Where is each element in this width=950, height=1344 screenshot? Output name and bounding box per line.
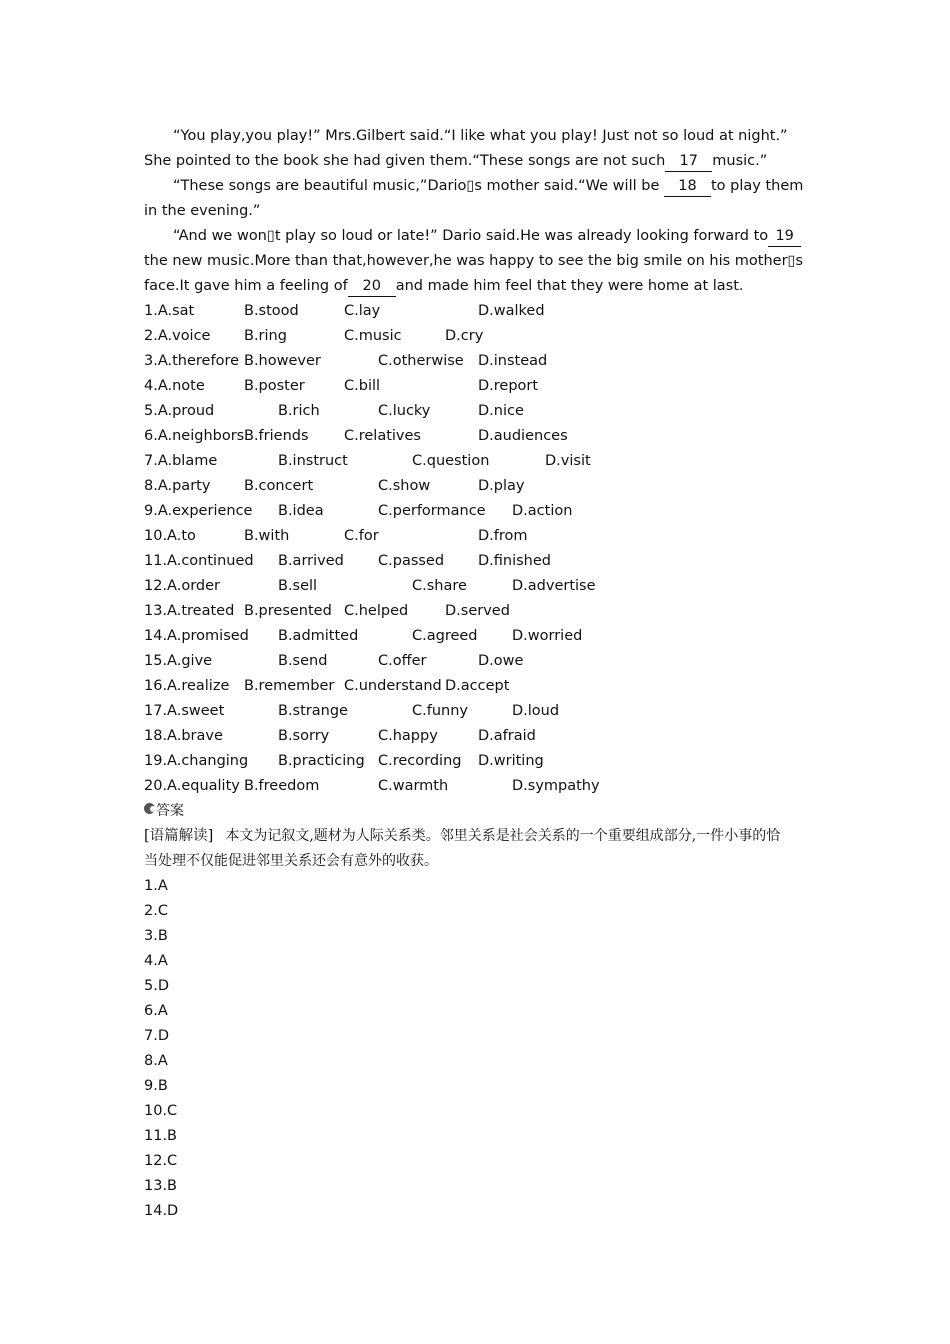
answer-key: 4.A <box>144 953 168 969</box>
answer-key: 1.A <box>144 878 168 894</box>
option-a: 20.A.equality <box>144 778 240 794</box>
options-list <box>144 299 804 799</box>
option-c: C.passed <box>378 553 445 569</box>
option-row <box>144 499 804 524</box>
option-row <box>144 674 804 699</box>
answer-key: 5.D <box>144 978 169 994</box>
option-d: D.from <box>478 528 528 544</box>
option-a: 18.A.brave <box>144 728 223 744</box>
option-b: B.concert <box>244 478 314 494</box>
option-b: B.practicing <box>278 753 365 769</box>
answer-key: 9.B <box>144 1078 168 1094</box>
passage-text: the new music.More than that,however,he was happy to see the big smile on his mother <box>144 253 788 269</box>
passage-line <box>144 224 804 249</box>
blank-18: 18 <box>664 177 711 197</box>
option-row <box>144 524 804 549</box>
option-c: C.show <box>378 478 431 494</box>
option-a: 6.A.neighbors <box>144 428 245 444</box>
option-c: C.for <box>344 528 379 544</box>
option-c: C.share <box>412 578 467 594</box>
option-b: B.sorry <box>278 728 330 744</box>
option-c: C.understand <box>344 678 442 694</box>
page-content <box>144 124 804 1224</box>
blank-20: 20 <box>348 277 396 297</box>
passage-text: s <box>795 253 804 269</box>
missing-glyph: ▯ <box>266 228 275 244</box>
passage-line <box>144 199 804 224</box>
option-d: D.worried <box>512 628 583 644</box>
answer-key: 12.C <box>144 1153 178 1169</box>
passage-text: s mother said.“We will be <box>474 178 664 194</box>
passage-text: “And we won <box>173 228 267 244</box>
answer-key: 13.B <box>144 1178 178 1194</box>
option-b: B.stood <box>244 303 299 319</box>
option-row <box>144 324 804 349</box>
option-row <box>144 374 804 399</box>
answer-key: 10.C <box>144 1103 178 1119</box>
answer-key: 14.D <box>144 1203 179 1219</box>
option-c: C.funny <box>412 703 468 719</box>
option-d: D.advertise <box>512 578 596 594</box>
option-d: D.visit <box>545 453 591 469</box>
option-row <box>144 699 804 724</box>
analysis-line <box>144 849 804 874</box>
option-b: B.idea <box>278 503 324 519</box>
answer-key: 6.A <box>144 1003 168 1019</box>
option-b: B.strange <box>278 703 348 719</box>
passage-line <box>144 174 804 199</box>
missing-glyph: ▯ <box>466 178 475 194</box>
option-c: C.question <box>412 453 490 469</box>
passage-line <box>144 274 804 299</box>
option-a: 9.A.experience <box>144 503 253 519</box>
option-b: B.friends <box>244 428 309 444</box>
option-row <box>144 424 804 449</box>
option-a: 10.A.to <box>144 528 196 544</box>
answer-key: 7.D <box>144 1028 169 1044</box>
answer-key: 3.B <box>144 928 168 944</box>
option-a: 5.A.proud <box>144 403 215 419</box>
missing-glyph: ▯ <box>787 253 796 269</box>
option-b: B.instruct <box>278 453 348 469</box>
analysis-tag: [语篇解读] <box>144 828 214 844</box>
option-b: B.admitted <box>278 628 359 644</box>
option-c: C.helped <box>344 603 409 619</box>
option-c: C.otherwise <box>378 353 464 369</box>
option-d: D.instead <box>478 353 548 369</box>
option-b: B.remember <box>244 678 335 694</box>
option-row <box>144 574 804 599</box>
option-d: D.owe <box>478 653 524 669</box>
option-a: 16.A.realize <box>144 678 230 694</box>
passage-text: face.It gave him a feeling of <box>144 278 348 294</box>
option-d: D.nice <box>478 403 524 419</box>
option-c: C.bill <box>344 378 381 394</box>
option-a: 14.A.promised <box>144 628 249 644</box>
option-row <box>144 599 804 624</box>
option-a: 15.A.give <box>144 653 213 669</box>
option-a: 3.A.therefore <box>144 353 240 369</box>
option-d: D.play <box>478 478 525 494</box>
option-a: 8.A.party <box>144 478 211 494</box>
option-d: D.writing <box>478 753 544 769</box>
passage-text: “You play,you play!” Mrs.Gilbert said.“I like what you play! Just not so loud at night.” <box>173 128 788 144</box>
passage-text: in the evening.” <box>144 203 261 219</box>
passage-text: “These songs are beautiful music,”Dario <box>173 178 467 194</box>
option-d: D.walked <box>478 303 545 319</box>
option-b: B.sell <box>278 578 318 594</box>
option-c: C.warmth <box>378 778 449 794</box>
blank-17: 17 <box>665 152 712 172</box>
option-c: C.agreed <box>412 628 478 644</box>
option-row <box>144 349 804 374</box>
option-a: 7.A.blame <box>144 453 218 469</box>
option-a: 13.A.treated <box>144 603 235 619</box>
option-c: C.music <box>344 328 402 344</box>
passage-line <box>144 149 804 174</box>
passage-text: t play so loud or late!” Dario said.He was already looking forward to <box>274 228 769 244</box>
option-a: 1.A.sat <box>144 303 195 319</box>
option-row <box>144 449 804 474</box>
option-row <box>144 399 804 424</box>
option-d: D.served <box>445 603 510 619</box>
option-c: C.lay <box>344 303 381 319</box>
option-b: B.poster <box>244 378 305 394</box>
option-row <box>144 649 804 674</box>
answer-key: 8.A <box>144 1053 168 1069</box>
option-c: C.offer <box>378 653 427 669</box>
option-row <box>144 549 804 574</box>
option-row <box>144 774 804 799</box>
option-b: B.freedom <box>244 778 320 794</box>
option-row <box>144 474 804 499</box>
option-a: 17.A.sweet <box>144 703 225 719</box>
option-b: B.however <box>244 353 321 369</box>
answer-title: 答案 <box>156 803 184 819</box>
passage-text: to play them <box>710 178 804 194</box>
option-a: 19.A.changing <box>144 753 249 769</box>
passage-line <box>144 124 804 149</box>
option-a: 4.A.note <box>144 378 205 394</box>
passage-line <box>144 249 804 274</box>
option-c: C.performance <box>378 503 486 519</box>
option-row <box>144 299 804 324</box>
passage-text: and made him feel that they were home at last. <box>395 278 744 294</box>
answer-keys <box>144 874 804 1224</box>
option-d: D.afraid <box>478 728 536 744</box>
option-d: D.report <box>478 378 539 394</box>
option-d: D.sympathy <box>512 778 600 794</box>
option-b: B.with <box>244 528 290 544</box>
option-d: D.action <box>512 503 573 519</box>
option-c: C.relatives <box>344 428 421 444</box>
analysis-text: 当处理不仅能促进邻里关系还会有意外的收获。 <box>144 853 438 869</box>
option-b: B.ring <box>244 328 287 344</box>
option-row <box>144 624 804 649</box>
passage-text: music.” <box>712 153 768 169</box>
analysis-text: 本文为记叙文,题材为人际关系类。邻里关系是社会关系的一个重要组成部分,一件小事的恰 <box>225 828 781 844</box>
option-b: B.send <box>278 653 328 669</box>
answer-heading <box>144 799 804 824</box>
option-b: B.arrived <box>278 553 344 569</box>
option-row <box>144 724 804 749</box>
analysis-line <box>144 824 804 849</box>
option-c: C.recording <box>378 753 462 769</box>
option-c: C.happy <box>378 728 438 744</box>
option-c: C.lucky <box>378 403 431 419</box>
option-b: B.rich <box>278 403 320 419</box>
option-d: D.accept <box>445 678 510 694</box>
answer-key: 11.B <box>144 1128 178 1144</box>
answer-icon <box>144 803 155 814</box>
option-a: 11.A.continued <box>144 553 254 569</box>
option-d: D.cry <box>445 328 484 344</box>
option-d: D.loud <box>512 703 560 719</box>
option-row <box>144 749 804 774</box>
option-a: 2.A.voice <box>144 328 211 344</box>
answer-key: 2.C <box>144 903 168 919</box>
option-d: D.finished <box>478 553 551 569</box>
passage-text: She pointed to the book she had given them.“These songs are not such <box>144 153 666 169</box>
option-d: D.audiences <box>478 428 568 444</box>
option-b: B.presented <box>244 603 332 619</box>
blank-19: 19 <box>768 227 801 247</box>
option-a: 12.A.order <box>144 578 220 594</box>
